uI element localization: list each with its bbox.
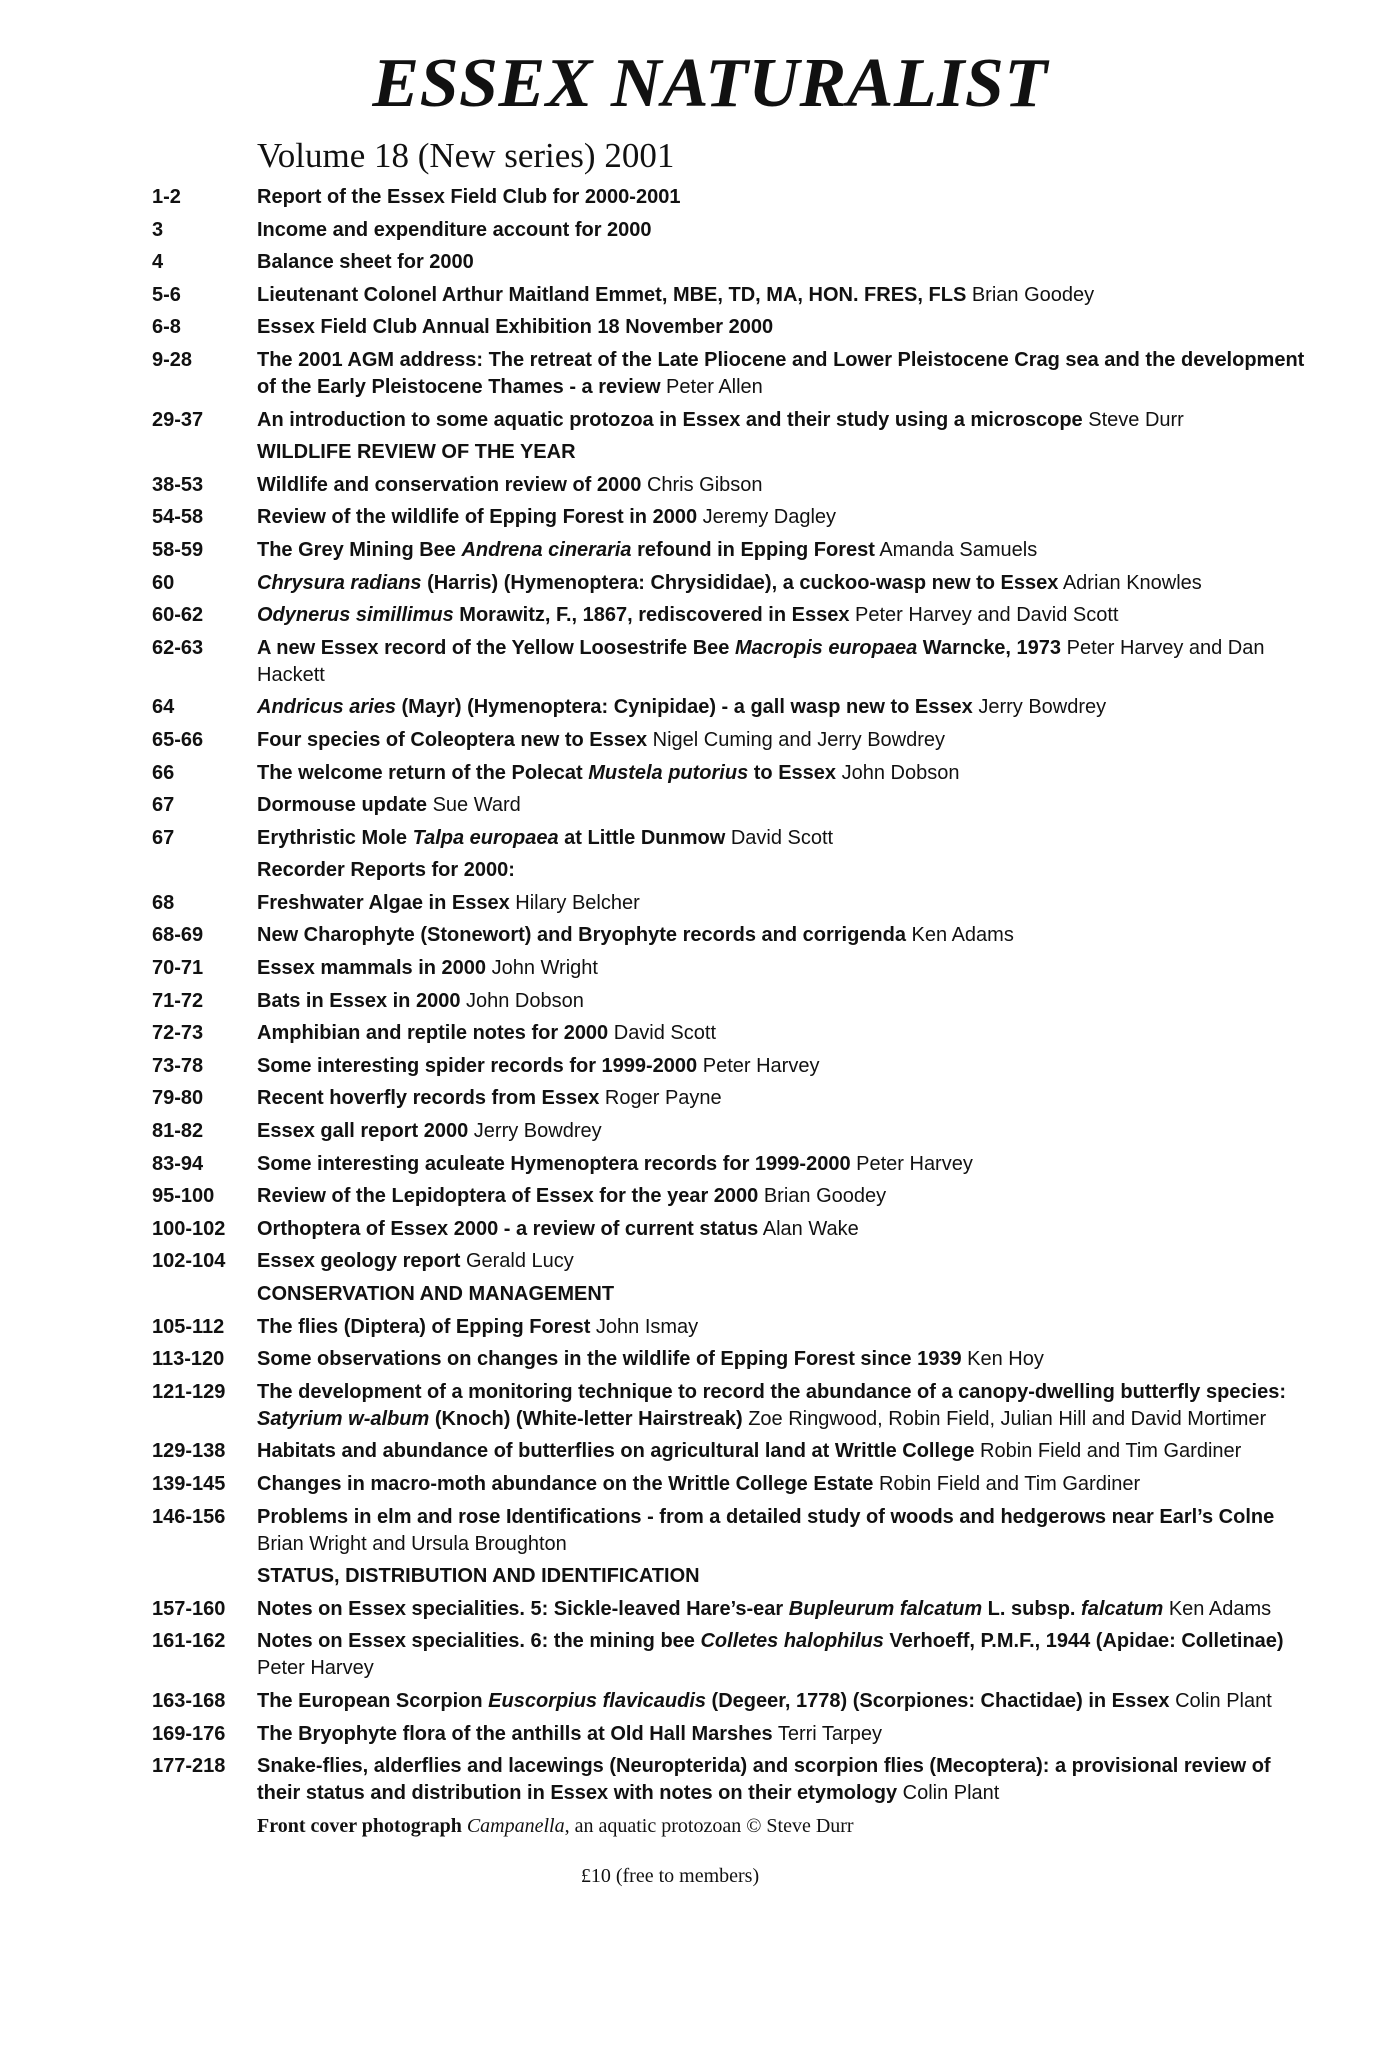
entry-title: Erythristic Mole (257, 826, 413, 849)
page-range: 68 (152, 891, 175, 914)
entry-species-name: Andricus aries (257, 696, 396, 719)
entry-title: An introduction to some aquatic protozoa in Essex and their study using a microscope (257, 408, 1083, 431)
toc-entry (152, 314, 1308, 341)
toc-entry (152, 988, 1308, 1015)
toc-entry (152, 1438, 1308, 1465)
toc-entry (152, 249, 1308, 276)
page-range: 146-156 (152, 1505, 226, 1528)
entry-text (257, 537, 1308, 564)
cover-photo-genus: Campanella (466, 1815, 565, 1838)
toc-entry (152, 184, 1308, 211)
toc-entry (152, 347, 1308, 401)
entry-text (257, 1216, 1308, 1243)
entry-author: Hilary Belcher (509, 891, 640, 914)
entry-author: Peter Allen (660, 375, 763, 398)
entry-author: Peter Harvey (850, 1152, 973, 1175)
entry-author: Ken Adams (905, 924, 1014, 947)
entry-text (257, 727, 1308, 754)
entry-title: refound in Epping Forest (631, 538, 875, 561)
entry-author: John Dobson (460, 989, 584, 1012)
entry-text (257, 1346, 1308, 1373)
entry-title: WILDLIFE REVIEW OF THE YEAR (257, 441, 576, 464)
entry-text (257, 570, 1308, 597)
page-range: 58-59 (152, 538, 204, 561)
entry-author: Brian Goodey (966, 283, 1095, 306)
page-range: 68-69 (152, 924, 204, 947)
entry-title: Amphibian and reptile notes for 2000 (257, 1022, 609, 1045)
entry-title: Recorder Reports for 2000: (257, 859, 515, 882)
entry-species-name: Andrena cineraria (461, 538, 632, 561)
entry-title: at Little Dunmow (558, 826, 726, 849)
entry-text (257, 472, 1308, 499)
page-range: 121-129 (152, 1380, 226, 1403)
entry-title: Some observations on changes in the wildlife of Epping Forest since 1939 (257, 1348, 962, 1371)
entry-title: The development of a monitoring technique to record the abundance of a canopy-dwelling butterfly species: (257, 1380, 1287, 1403)
entry-text (257, 1721, 1308, 1748)
entry-text (257, 314, 1308, 341)
page-range: 73-78 (152, 1054, 204, 1077)
entry-species-name: Euscorpius flavicaudis (488, 1689, 706, 1712)
entry-text (257, 1053, 1308, 1080)
entry-title: Warncke, 1973 (917, 636, 1062, 659)
toc-entry (152, 1688, 1308, 1715)
entry-author: Peter Harvey (697, 1054, 820, 1077)
toc-entry (152, 1314, 1308, 1341)
entry-author: John Ismay (590, 1315, 699, 1338)
entry-text (257, 1020, 1308, 1047)
entry-author: Adrian Knowles (1058, 571, 1202, 594)
section-heading (152, 857, 1308, 884)
toc-entry (152, 1471, 1308, 1498)
page-range: 79-80 (152, 1087, 204, 1110)
page-range: 9-28 (152, 348, 193, 371)
entry-text (257, 184, 1308, 211)
page-range (152, 857, 257, 884)
entry-text (257, 857, 1308, 884)
entry-title: CONSERVATION AND MANAGEMENT (257, 1283, 615, 1305)
entry-author: Peter Harvey and Dan Hackett (257, 636, 1265, 686)
entry-author: Robin Field and Tim Gardiner (873, 1472, 1141, 1495)
toc-entry (152, 727, 1308, 754)
entry-author: Jeremy Dagley (697, 506, 837, 529)
entry-text (257, 1314, 1308, 1341)
entry-species-name: Talpa europaea (412, 826, 559, 849)
entry-title: A new Essex record of the Yellow Loosestrife Bee (257, 636, 735, 659)
page-range: 67 (152, 794, 175, 817)
page-range: 177-218 (152, 1755, 226, 1778)
table-of-contents (152, 184, 1308, 1807)
toc-entry (152, 504, 1308, 531)
entry-text (257, 504, 1308, 531)
entry-text (257, 1248, 1308, 1275)
page-range: 66 (152, 761, 175, 784)
entry-title: Wildlife and conservation review of 2000 (257, 473, 642, 496)
entry-author: David Scott (725, 826, 834, 849)
entry-title: The Bryophyte flora of the anthills at Old Hall Marshes (257, 1722, 773, 1745)
entry-text (257, 407, 1308, 434)
toc-entry (152, 1753, 1308, 1807)
entry-title: Report of the Essex Field Club for 2000-2001 (257, 186, 681, 208)
entry-title: The 2001 AGM address: The retreat of the Late Pliocene and Lower Pleistocene Crag sea and the development of the Early Pleistocene Thames - a review (257, 348, 1305, 398)
entry-text (257, 1596, 1308, 1623)
page-range: 5-6 (152, 283, 181, 306)
toc-entry (152, 694, 1308, 721)
entry-title: (Degeer, 1778) (Scorpiones: Chactidae) in Essex (706, 1689, 1170, 1712)
entry-author: Steve Durr (1082, 408, 1184, 431)
toc-entry (152, 472, 1308, 499)
entry-text (257, 890, 1308, 917)
entry-title: Notes on Essex specialities. 5: Sickle-leaved Hare’s-ear (257, 1597, 789, 1620)
page-range: 1-2 (152, 186, 181, 208)
entry-title: Habitats and abundance of butterflies on agricultural land at Writtle College (257, 1440, 975, 1463)
entry-species-name: Satyrium w-album (257, 1407, 430, 1430)
entry-text (257, 1471, 1308, 1498)
entry-text (257, 1281, 1308, 1308)
entry-text (257, 1504, 1308, 1558)
page-range: 129-138 (152, 1440, 226, 1463)
entry-author: Jerry Bowdrey (972, 696, 1107, 719)
entry-text (257, 988, 1308, 1015)
page-range (152, 439, 257, 466)
entry-author: Sue Ward (427, 794, 521, 817)
entry-author: Amanda Samuels (874, 538, 1038, 561)
entry-title: Review of the Lepidoptera of Essex for the year 2000 (257, 1185, 759, 1208)
toc-entry (152, 1248, 1308, 1275)
toc-entry (152, 407, 1308, 434)
entry-title: Changes in macro-moth abundance on the Writtle College Estate (257, 1472, 874, 1495)
entry-title: Problems in elm and rose Identifications - from a detailed study of woods and hedgerows near Earl’s Colne (257, 1505, 1275, 1528)
entry-text (257, 694, 1308, 721)
entry-author: David Scott (608, 1022, 717, 1045)
entry-title: Verhoeff, P.M.F., 1944 (Apidae: Colletinae) (883, 1630, 1284, 1653)
entry-title: Four species of Coleoptera new to Essex (257, 728, 648, 751)
entry-author: Colin Plant (1169, 1689, 1272, 1712)
toc-entry (152, 1504, 1308, 1558)
entry-title: The Grey Mining Bee (257, 538, 462, 561)
entry-title: (Knoch) (White-letter Hairstreak) (429, 1407, 743, 1430)
entry-author: Robin Field and Tim Gardiner (974, 1440, 1242, 1463)
entry-author: Gerald Lucy (460, 1250, 574, 1273)
entry-author: Zoe Ringwood, Robin Field, Julian Hill and David Mortimer (742, 1407, 1267, 1430)
entry-author: Jerry Bowdrey (468, 1120, 602, 1143)
entry-title: Snake-flies, alderflies and lacewings (Neuropterida) and scorpion flies (Mecoptera): a provisional review of their status and distribution in Essex with notes on their etymology (257, 1755, 1271, 1805)
page-range: 161-162 (152, 1630, 226, 1653)
entry-author: Peter Harvey and David Scott (849, 604, 1119, 627)
page-range: 60 (152, 571, 175, 594)
cover-photo-label: Front cover photograph (257, 1815, 462, 1838)
entry-title: L. subsp. (982, 1597, 1082, 1620)
entry-text (257, 1118, 1308, 1145)
journal-title: ESSEX NATURALIST (372, 45, 1048, 122)
toc-entry (152, 1151, 1308, 1178)
toc-entry (152, 1596, 1308, 1623)
page-range: 54-58 (152, 506, 204, 529)
toc-entry (152, 635, 1308, 689)
entry-text (257, 1183, 1308, 1210)
toc-entry (152, 537, 1308, 564)
entry-text (257, 1753, 1308, 1807)
entry-species-name: Macropis europaea (734, 636, 918, 659)
toc-entry (152, 1118, 1308, 1145)
cover-photo-credit (257, 1813, 1308, 1839)
page-range: 163-168 (152, 1689, 226, 1712)
entry-title: The European Scorpion (257, 1689, 489, 1712)
entry-text (257, 439, 1308, 466)
toc-entry (152, 570, 1308, 597)
page-range: 100-102 (152, 1217, 226, 1240)
toc-entry (152, 1628, 1308, 1682)
page-range: 105-112 (152, 1315, 225, 1338)
entry-author: Brian Goodey (758, 1185, 887, 1208)
page-range: 81-82 (152, 1120, 204, 1143)
toc-entry (152, 1053, 1308, 1080)
page-range: 83-94 (152, 1152, 204, 1175)
toc-entry (152, 217, 1308, 244)
toc-entry (152, 1020, 1308, 1047)
toc-entry (152, 602, 1308, 629)
entry-title: to Essex (748, 761, 837, 784)
entry-title: Orthoptera of Essex 2000 - a review of current status (257, 1217, 759, 1240)
entry-title: Essex gall report 2000 (257, 1120, 469, 1143)
toc-entry (152, 282, 1308, 309)
entry-species-name: Odynerus simillimus (257, 604, 454, 627)
entry-species-name: Colletes halophilus (700, 1630, 884, 1653)
entry-species-name: Bupleurum falcatum (788, 1597, 983, 1620)
page-range: 67 (152, 826, 175, 849)
entry-text (257, 1628, 1308, 1682)
page-range (152, 1563, 257, 1590)
entry-author: Ken Adams (1163, 1597, 1272, 1620)
entry-text (257, 825, 1308, 852)
entry-text (257, 1438, 1308, 1465)
volume-heading: Volume 18 (New series) 2001 (257, 136, 675, 175)
entry-title: Balance sheet for 2000 (257, 251, 474, 274)
entry-text (257, 635, 1308, 689)
cover-photo-caption: , an aquatic protozoan © Steve Durr (564, 1815, 854, 1838)
entry-text (257, 282, 1308, 309)
entry-author: Colin Plant (897, 1782, 1000, 1805)
page-range: 95-100 (152, 1185, 215, 1208)
entry-text (257, 249, 1308, 276)
entry-author: John Dobson (836, 761, 960, 784)
section-heading (152, 1281, 1308, 1308)
entry-author: Nigel Cuming and Jerry Bowdrey (647, 728, 946, 751)
entry-author: Roger Payne (599, 1087, 722, 1110)
entry-title: Lieutenant Colonel Arthur Maitland Emmet, MBE, TD, MA, HON. FRES, FLS (257, 283, 967, 306)
entry-title: Essex Field Club Annual Exhibition 18 November 2000 (257, 316, 774, 339)
entry-text (257, 955, 1308, 982)
entry-text (257, 217, 1308, 244)
entry-text (257, 760, 1308, 787)
entry-title: Review of the wildlife of Epping Forest in 2000 (257, 506, 698, 529)
entry-text (257, 1688, 1308, 1715)
entry-author: Alan Wake (758, 1217, 859, 1240)
entry-text (257, 792, 1308, 819)
page-range: 64 (152, 696, 175, 719)
toc-entry (152, 1346, 1308, 1373)
page-range: 71-72 (152, 989, 204, 1012)
page-range: 70-71 (152, 957, 204, 980)
page-range: 4 (152, 251, 164, 274)
entry-title: The welcome return of the Polecat (257, 761, 589, 784)
page-range: 72-73 (152, 1022, 204, 1045)
toc-entry (152, 1085, 1308, 1112)
toc-entry (152, 1379, 1308, 1433)
page-range: 38-53 (152, 473, 204, 496)
entry-title: Dormouse update (257, 794, 428, 817)
section-heading (152, 1563, 1308, 1590)
entry-title: Freshwater Algae in Essex (257, 891, 510, 914)
entry-title: New Charophyte (Stonewort) and Bryophyte records and corrigenda (257, 924, 906, 947)
entry-title: (Harris) (Hymenoptera: Chrysididae), a cuckoo-wasp new to Essex (421, 571, 1059, 594)
toc-entry (152, 922, 1308, 949)
toc-entry (152, 1721, 1308, 1748)
entry-title: Morawitz, F., 1867, rediscovered in Essex (453, 604, 850, 627)
entry-text (257, 602, 1308, 629)
entry-author: Chris Gibson (641, 473, 763, 496)
toc-entry (152, 760, 1308, 787)
page-range: 157-160 (152, 1597, 226, 1620)
page-range: 113-120 (152, 1348, 225, 1371)
page-range: 169-176 (152, 1722, 226, 1745)
toc-entry (152, 825, 1308, 852)
entry-text (257, 1085, 1308, 1112)
page-range: 139-145 (152, 1472, 226, 1495)
toc-entry (152, 955, 1308, 982)
entry-text (257, 1151, 1308, 1178)
entry-title: Some interesting spider records for 1999-2000 (257, 1054, 698, 1077)
toc-entry (152, 890, 1308, 917)
entry-author: Ken Hoy (961, 1348, 1044, 1371)
section-heading (152, 439, 1308, 466)
entry-species-name: Chrysura radians (257, 571, 422, 594)
entry-title: (Mayr) (Hymenoptera: Cynipidae) - a gall wasp new to Essex (395, 696, 973, 719)
page-range: 3 (152, 218, 164, 241)
entry-title: STATUS, DISTRIBUTION AND IDENTIFICATION (257, 1565, 700, 1588)
page-range: 65-66 (152, 728, 204, 751)
entry-text (257, 1379, 1308, 1433)
page-range: 6-8 (152, 316, 181, 339)
entry-title: Income and expenditure account for 2000 (257, 218, 652, 241)
entry-title: Bats in Essex in 2000 (257, 989, 461, 1012)
page-range (152, 1281, 257, 1308)
entry-title: Some interesting aculeate Hymenoptera records for 1999-2000 (257, 1152, 851, 1175)
price: £10 (free to members) (580, 1865, 760, 1888)
entry-author: Brian Wright and Ursula Broughton (257, 1532, 567, 1555)
entry-species-name: Mustela putorius (588, 761, 749, 784)
entry-title: Recent hoverfly records from Essex (257, 1087, 600, 1110)
entry-title: Essex mammals in 2000 (257, 957, 487, 980)
entry-title: The flies (Diptera) of Epping Forest (257, 1315, 591, 1338)
toc-entry (152, 792, 1308, 819)
toc-entry (152, 1183, 1308, 1210)
entry-title: Essex geology report (257, 1250, 461, 1273)
entry-title: Notes on Essex specialities. 6: the mining bee (257, 1630, 701, 1653)
toc-entry (152, 1216, 1308, 1243)
page-range: 102-104 (152, 1250, 226, 1273)
entry-author: Terri Tarpey (772, 1722, 882, 1745)
entry-text (257, 347, 1308, 401)
page-range: 29-37 (152, 408, 204, 431)
page-range: 62-63 (152, 636, 204, 659)
entry-author: Peter Harvey (257, 1657, 374, 1680)
entry-species-name: falcatum (1081, 1597, 1164, 1620)
entry-text (257, 1563, 1308, 1590)
entry-author: John Wright (486, 957, 598, 980)
page-range: 60-62 (152, 604, 204, 627)
entry-text (257, 922, 1308, 949)
